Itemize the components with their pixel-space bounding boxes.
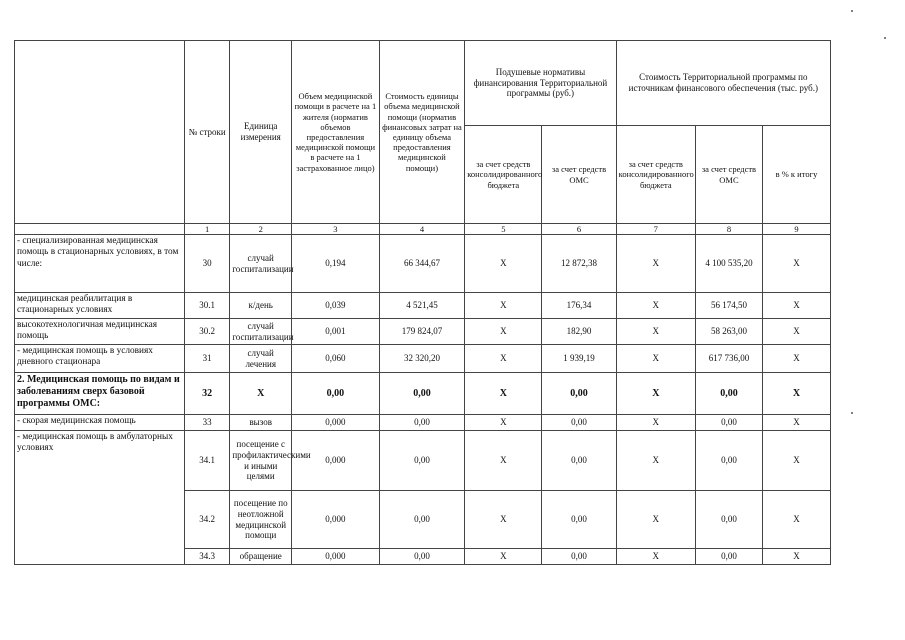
row-consolidated-budget-norm: X — [465, 549, 542, 565]
header-oms-2: за счет средств ОМС — [695, 126, 762, 224]
row-percent: X — [762, 319, 830, 345]
row-cost: 0,00 — [379, 373, 465, 415]
table-row — [15, 373, 831, 415]
row-consolidated-budget-norm: X — [465, 415, 542, 431]
table-row — [15, 345, 831, 373]
row-consolidated-budget-cost: X — [616, 431, 695, 491]
row-consolidated-budget-cost: X — [616, 491, 695, 549]
scan-speck — [851, 10, 853, 12]
row-consolidated-budget-cost: X — [616, 415, 695, 431]
table-row — [15, 415, 831, 431]
row-name: медицинская реабилитация в стационарных условиях — [15, 293, 185, 319]
row-oms-norm: 182,90 — [542, 319, 616, 345]
row-number: 31 — [184, 345, 229, 373]
row-cost: 4 521,45 — [379, 293, 465, 319]
column-number: 1 — [184, 224, 229, 235]
row-cost: 32 320,20 — [379, 345, 465, 373]
row-oms-norm: 0,00 — [542, 491, 616, 549]
column-number-empty — [15, 224, 185, 235]
header-unit: Единица измерения — [230, 41, 292, 224]
column-number: 5 — [465, 224, 542, 235]
program-cost-table — [14, 40, 831, 565]
row-consolidated-budget-cost: X — [616, 319, 695, 345]
scan-speck — [884, 37, 886, 39]
column-number: 4 — [379, 224, 465, 235]
column-number: 8 — [695, 224, 762, 235]
row-volume: 0,000 — [292, 491, 380, 549]
table-row — [15, 319, 831, 345]
row-oms-norm: 176,34 — [542, 293, 616, 319]
header-consolidated-budget-1: за счет средств консолидированного бюджета — [465, 126, 542, 224]
row-consolidated-budget-cost: X — [616, 235, 695, 293]
row-oms-cost: 617 736,00 — [695, 345, 762, 373]
table-row — [15, 235, 831, 293]
row-consolidated-budget-norm: X — [465, 491, 542, 549]
row-unit: случай госпитализации — [230, 235, 292, 293]
row-oms-norm: 0,00 — [542, 431, 616, 491]
header-row-no: № строки — [184, 41, 229, 224]
row-cost: 66 344,67 — [379, 235, 465, 293]
column-number-row — [15, 224, 831, 235]
row-percent: X — [762, 549, 830, 565]
row-oms-norm: 1 939,19 — [542, 345, 616, 373]
column-number: 3 — [292, 224, 380, 235]
row-percent: X — [762, 345, 830, 373]
row-consolidated-budget-cost: X — [616, 293, 695, 319]
scan-speck — [851, 412, 853, 414]
row-oms-cost: 0,00 — [695, 373, 762, 415]
row-number: 33 — [184, 415, 229, 431]
row-percent: X — [762, 491, 830, 549]
row-name: - скорая медицинская помощь — [15, 415, 185, 431]
column-number: 6 — [542, 224, 616, 235]
row-unit: посещение по неотложной медицинской помощи — [230, 491, 292, 549]
row-percent: X — [762, 415, 830, 431]
row-name: - медицинская помощь в амбулаторных условиях — [15, 431, 185, 565]
row-oms-cost: 4 100 535,20 — [695, 235, 762, 293]
row-volume: 0,039 — [292, 293, 380, 319]
header-volume: Объем медицинской помощи в расчете на 1 жителя (норматив объемов предоставления медицинской помощи в расчете на 1 застрахованное лицо) — [292, 41, 380, 224]
row-oms-cost: 0,00 — [695, 415, 762, 431]
row-cost: 0,00 — [379, 431, 465, 491]
column-number: 2 — [230, 224, 292, 235]
row-consolidated-budget-norm: X — [465, 345, 542, 373]
column-number: 9 — [762, 224, 830, 235]
row-unit: случай лечения — [230, 345, 292, 373]
header-cost: Стоимость единицы объема медицинской помощи (норматив финансовых затрат на единицу объема предоставления медицинской помощи) — [379, 41, 465, 224]
row-cost: 0,00 — [379, 491, 465, 549]
header-row-1 — [15, 41, 831, 126]
row-number: 30 — [184, 235, 229, 293]
row-volume: 0,000 — [292, 415, 380, 431]
row-consolidated-budget-norm: X — [465, 235, 542, 293]
row-oms-cost: 0,00 — [695, 491, 762, 549]
row-oms-cost: 58 263,00 — [695, 319, 762, 345]
row-number: 34.3 — [184, 549, 229, 565]
row-oms-norm: 0,00 — [542, 373, 616, 415]
row-oms-cost: 56 174,50 — [695, 293, 762, 319]
row-name: - специализированная медицинская помощь в стационарных условиях, в том числе: — [15, 235, 185, 293]
row-cost: 179 824,07 — [379, 319, 465, 345]
header-program-cost: Стоимость Территориальной программы по источникам финансового обеспечения (тыс. руб.) — [616, 41, 830, 126]
row-percent: X — [762, 373, 830, 415]
table-row — [15, 293, 831, 319]
row-cost: 0,00 — [379, 549, 465, 565]
row-unit: к/день — [230, 293, 292, 319]
row-oms-cost: 0,00 — [695, 549, 762, 565]
row-number: 32 — [184, 373, 229, 415]
header-per-capita: Подушевые нормативы финансирования Территориальной программы (руб.) — [465, 41, 616, 126]
row-oms-cost: 0,00 — [695, 431, 762, 491]
row-volume: 0,00 — [292, 373, 380, 415]
row-consolidated-budget-norm: X — [465, 293, 542, 319]
row-unit: случай госпитализации — [230, 319, 292, 345]
row-unit: обращение — [230, 549, 292, 565]
row-number: 30.1 — [184, 293, 229, 319]
row-volume: 0,060 — [292, 345, 380, 373]
row-oms-norm: 0,00 — [542, 549, 616, 565]
row-oms-norm: 0,00 — [542, 415, 616, 431]
row-consolidated-budget-norm: X — [465, 319, 542, 345]
row-volume: 0,194 — [292, 235, 380, 293]
row-oms-norm: 12 872,38 — [542, 235, 616, 293]
header-oms-1: за счет средств ОМС — [542, 126, 616, 224]
row-name: - медицинская помощь в условиях дневного стационара — [15, 345, 185, 373]
row-percent: X — [762, 293, 830, 319]
table-row — [15, 431, 831, 491]
row-percent: X — [762, 235, 830, 293]
column-number: 7 — [616, 224, 695, 235]
row-name: высокотехнологичная медицинская помощь — [15, 319, 185, 345]
row-consolidated-budget-cost: X — [616, 373, 695, 415]
row-unit: вызов — [230, 415, 292, 431]
row-unit: X — [230, 373, 292, 415]
row-consolidated-budget-norm: X — [465, 373, 542, 415]
row-consolidated-budget-cost: X — [616, 345, 695, 373]
row-percent: X — [762, 431, 830, 491]
row-name: 2. Медицинская помощь по видам и заболеваниям сверх базовой программы ОМС: — [15, 373, 185, 415]
header-percent-total: в % к итогу — [762, 126, 830, 224]
row-number: 34.2 — [184, 491, 229, 549]
header-empty-cell — [15, 41, 185, 224]
row-number: 34.1 — [184, 431, 229, 491]
row-unit: посещение с профилактическими и иными целями — [230, 431, 292, 491]
row-volume: 0,001 — [292, 319, 380, 345]
row-number: 30.2 — [184, 319, 229, 345]
row-volume: 0,000 — [292, 549, 380, 565]
row-consolidated-budget-norm: X — [465, 431, 542, 491]
header-consolidated-budget-2: за счет средств консолидированного бюджета — [616, 126, 695, 224]
row-volume: 0,000 — [292, 431, 380, 491]
row-cost: 0,00 — [379, 415, 465, 431]
row-consolidated-budget-cost: X — [616, 549, 695, 565]
